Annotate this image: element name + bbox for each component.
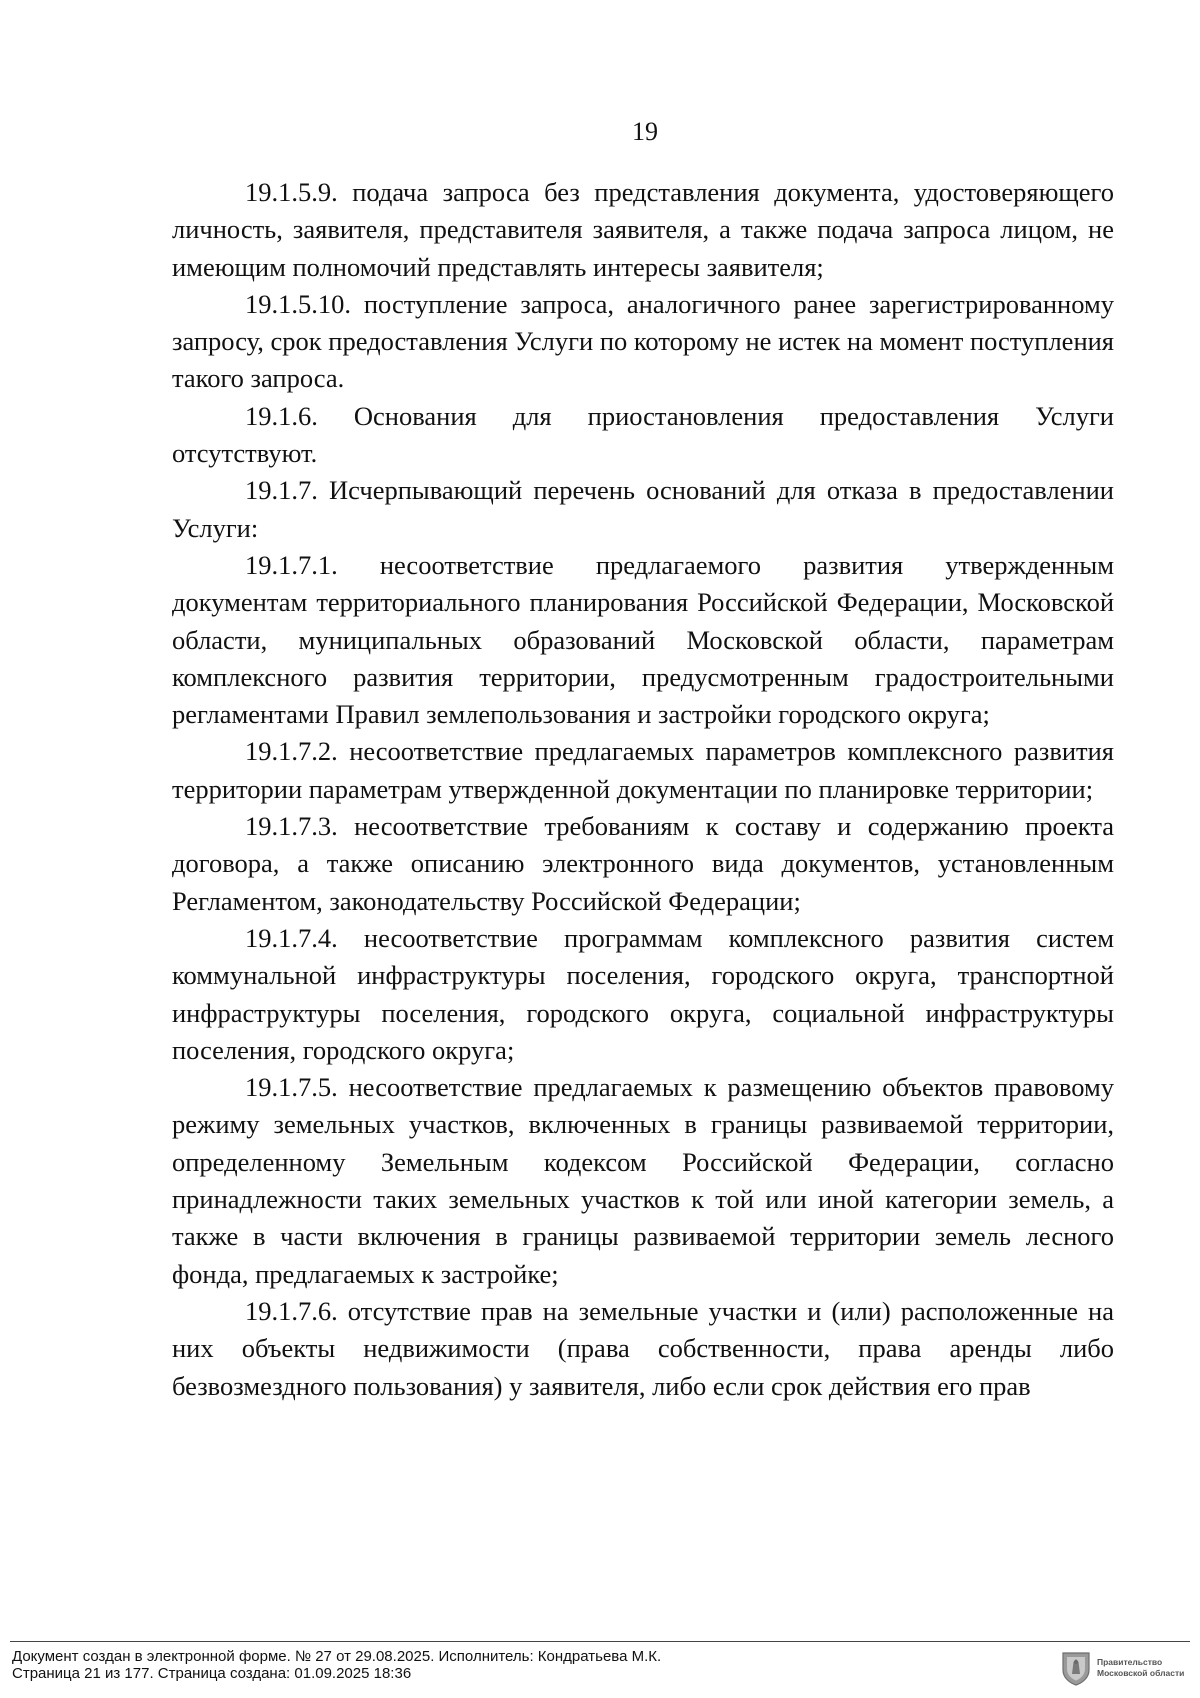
paragraph: 19.1.7.1. несоответствие предлагаемого развития утвержденным документам территориального планирования Российской Федерации, Московской области, муниципальных образований Московской области, параметрам комплексного развития территории, предусмотренным градостроительными регламентами Правил землепользования и застройки городского округа;: [172, 549, 1114, 730]
page-number: 19: [632, 117, 658, 146]
paragraph: 19.1.7.2. несоответствие предлагаемых параметров комплексного развития территории параметрам утвержденной документации по планировке территории;: [172, 736, 1114, 804]
logo-line-2: Московской области: [1097, 1668, 1185, 1678]
footer-document-info: Документ создан в электронной форме. № 27 от 29.08.2025. Исполнитель: Кондратьева М.К.: [12, 1648, 662, 1665]
logo-line-1: Правительство: [1097, 1657, 1163, 1667]
paragraph: 19.1.7.5. несоответствие предлагаемых к размещению объектов правовому режиму земельных участков, включенных в границы развиваемой территории, определенному Земельным кодексом Российской Федерации, согласно принадлежности таких земельных участков к той или иной категории земель, а также в части включения в границы развиваемой территории земель лесного фонда, предлагаемых к застройке;: [172, 1072, 1114, 1289]
paragraph: 19.1.7. Исчерпывающий перечень оснований для отказа в предоставлении Услуги:: [172, 475, 1114, 543]
paragraph: 19.1.7.4. несоответствие программам комплексного развития систем коммунальной инфраструктуры поселения, городского округа, транспортной инфраструктуры поселения, городского округа, социальной инфраструктуры поселения, городского округа;: [172, 922, 1114, 1065]
footer-page-info: Страница 21 из 177. Страница создана: 01.09.2025 18:36: [12, 1665, 412, 1682]
document-body: [172, 174, 1114, 1405]
document-footer: [12, 1648, 661, 1682]
government-logo: [1061, 1645, 1189, 1691]
footer-divider: [10, 1641, 1190, 1642]
paragraph: 19.1.7.6. отсутствие прав на земельные участки и (или) расположенные на них объекты недвижимости (права собственности, права аренды либо безвозмездного пользования) у заявителя, либо если срок действия его прав: [172, 1295, 1114, 1401]
paragraph: 19.1.7.3. несоответствие требованиям к составу и содержанию проекта договора, а также описанию электронного вида документов, установленным Регламентом, законодательству Российской Федерации;: [172, 811, 1114, 916]
government-logo-text: [1097, 1657, 1184, 1679]
paragraph: 19.1.6. Основания для приостановления предоставления Услуги отсутствуют.: [172, 400, 1114, 469]
paragraph: 19.1.5.10. поступление запроса, аналогичного ранее зарегистрированному запросу, срок предоставления Услуги по которому не истек на момент поступления такого запроса.: [172, 288, 1114, 394]
paragraph: 19.1.5.9. подача запроса без представления документа, удостоверяющего личность, заявителя, представителя заявителя, а также подача запроса лицом, не имеющим полномочий представлять интересы заявителя;: [172, 177, 1114, 282]
coat-of-arms-icon: [1061, 1650, 1091, 1686]
